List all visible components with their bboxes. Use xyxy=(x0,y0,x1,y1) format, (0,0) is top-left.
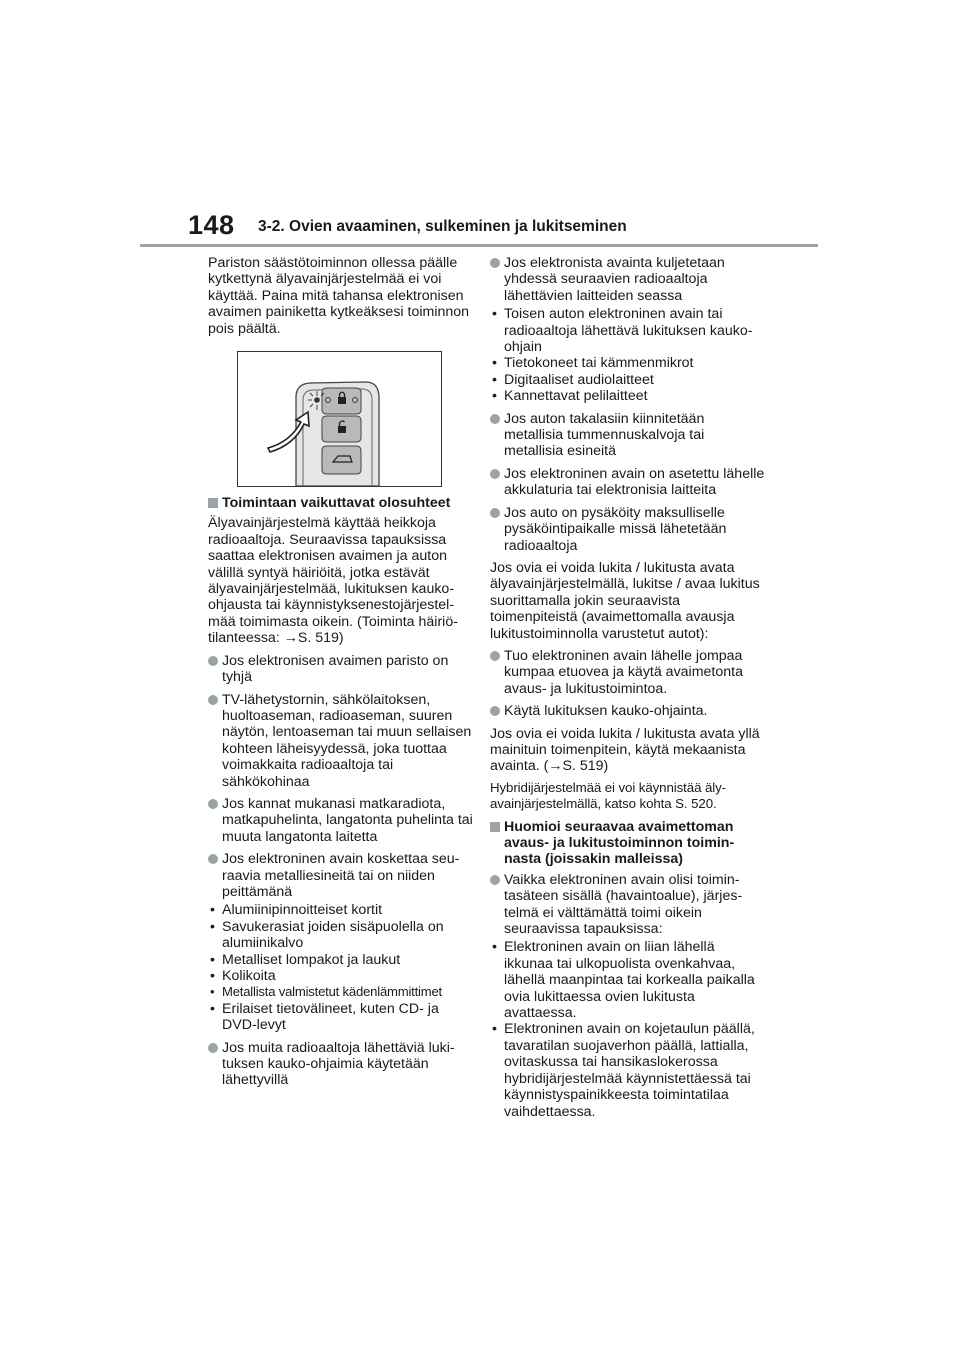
lock-failure-paragraph: Jos ovia ei voida lukita / lukitusta avata älyavainjärjestelmällä, lukitse / avaa lukitus suorittamalla jokin seuraavista toimenpiteistä (avaimettomalla avausja lukitustoiminnolla varustetut autot): xyxy=(490,559,760,642)
square-bullet-icon xyxy=(490,822,500,832)
list-item: • Erilaiset tietovälineet, kuten CD- ja DVD-levyt xyxy=(210,1000,439,1034)
round-bullet-icon xyxy=(208,656,218,666)
round-bullet-icon xyxy=(490,706,500,716)
keyless-notice-heading: Huomioi seuraavaa avaimettoman avaus- ja lukitustoiminnon toiminnasta (joissakin malleissa) xyxy=(490,819,765,868)
condition-bullet: Jos muita radioaaltoja lähettäviä lukituksen kauko-ohjaimia käytetään lähettyvillä xyxy=(208,1040,473,1089)
left-column xyxy=(208,255,473,1095)
round-bullet-icon xyxy=(490,875,500,885)
round-bullet-icon xyxy=(208,854,218,864)
round-bullet-icon xyxy=(490,258,500,268)
key-fob-illustration xyxy=(238,352,441,486)
condition-bullet: Jos elektroninen avain on asetettu lähelle akkulaturia tai elektronisia laitteita xyxy=(490,466,765,499)
round-bullet-icon xyxy=(208,799,218,809)
intro-paragraph: Pariston säästötoiminnon ollessa päälle kytkettynä älyavainjärjestelmää ei voi käyttää. Paina mitä tahansa elektronisen avaimen painiketta kytkeäksesi toiminnon pois päältä. xyxy=(208,255,470,337)
round-bullet-icon xyxy=(208,1043,218,1053)
condition-bullet: Jos auton takalasiin kiinnitetään metallisia tummennuskalvoja tai metallisia esineitä xyxy=(490,411,765,460)
hybrid-start-paragraph: Hybridijärjestelmää ei voi käynnistää älyavainjärjestelmällä, katso kohta S. 520. xyxy=(490,779,727,812)
action-bullet: Tuo elektroninen avain lähelle jompaa kumpaa etuovea ja käytä avaimetonta avaus- ja lukitustoimintoa. xyxy=(490,648,765,697)
list-item: • Metallista valmistetut kädenlämmittimet xyxy=(210,984,442,1000)
condition-bullet: Jos elektroninen avain koskettaa seuraavia metalliesineitä tai on niiden peittämänä xyxy=(208,851,473,900)
right-column xyxy=(490,255,765,1126)
square-bullet-icon xyxy=(208,498,218,508)
condition-bullet: Jos auto on pysäköity maksulliselle pysäköintipaikalle missä lähetetään radioaaltoja xyxy=(490,505,765,554)
section-title: 3-2. Ovien avaaminen, sulkeminen ja lukitseminen xyxy=(258,218,627,235)
list-item: • Kannettavat pelilaitteet xyxy=(492,388,648,405)
list-item: • Metalliset lompakot ja laukut xyxy=(210,951,401,968)
round-bullet-icon xyxy=(490,469,500,479)
key-fob-figure xyxy=(237,351,442,487)
condition-bullet: TV-lähetystornin, sähkölaitoksen, huoltoaseman, radioaseman, suuren näytön, lentoaseman tai muun sellaisen kohteen läheisyydessä, joka tuottaa voimakkaita radioaaltoja tai sähkökohinaa xyxy=(208,692,473,790)
conditions-heading: Toimintaan vaikuttavat olosuhteet xyxy=(208,495,473,511)
header-rule xyxy=(140,244,818,247)
mechanical-key-paragraph: Jos ovia ei voida lukita / lukitusta avata yllä mainituin toimenpitein, käytä mekaanista avainta. (→S. 519) xyxy=(490,725,760,775)
round-bullet-icon xyxy=(490,508,500,518)
list-item: • Toisen auton elektroninen avain tai radioaaltoja lähettävä lukituksen kauko-ohjain xyxy=(492,306,753,356)
notice-bullet: Vaikka elektroninen avain olisi toimintasäteen sisällä (havaintoalue), järjestelmä ei välttämättä toimi oikein seuraavissa tapauksissa: xyxy=(490,872,765,938)
round-bullet-icon xyxy=(490,651,500,661)
metal-items-list xyxy=(208,902,473,1033)
round-bullet-icon xyxy=(490,414,500,424)
list-item: • Alumiinipinnoitteiset kortit xyxy=(210,902,383,919)
condition-bullet: Jos elektronista avainta kuljetetaan yhdessä seuraavien radioaaltoja lähettävien laitteiden seassa xyxy=(490,255,765,304)
list-item: • Kolikoita xyxy=(210,968,276,984)
list-item: • Digitaaliset audiolaitteet xyxy=(492,371,654,388)
page-number: 148 xyxy=(188,210,235,240)
condition-bullet: Jos elektronisen avaimen paristo on tyhjä xyxy=(208,653,473,686)
list-item: • Tietokoneet tai kämmenmikrot xyxy=(492,355,694,372)
conditions-paragraph: Älyavainjärjestelmä käyttää heikkoja radioaaltoja. Seuraavissa tapauksissa saattaa elektronisen avaimen ja auton välillä syntyä häiriöitä, jotka estävät älyavainjärjestelmää, lukituksen kaukoohjausta tai käynnistyksenestojärjestelmää toimimasta oikein. (Toiminta häiriötilanteessa: →S. 519) xyxy=(208,515,458,647)
round-bullet-icon xyxy=(208,695,218,705)
list-item: • Elektroninen avain on liian lähellä ikkunaa tai ulkopuolista ovenkahvaa, lähellä maanpintaa tai korkealla paikalla ovia lukittaessa ovien lukitusta avattaessa. xyxy=(492,939,755,1022)
action-bullet: Käytä lukituksen kauko-ohjainta. xyxy=(490,703,765,719)
notice-cases-list xyxy=(490,939,765,1119)
condition-bullet: Jos kannat mukanasi matkaradiota, matkapuhelinta, langatonta puhelinta tai muuta langatonta laitetta xyxy=(208,796,473,845)
list-item: • Elektroninen avain on kojetaulun päällä, tavaratilan suojaverhon päällä, lattialla, ovitaskussa tai hansikaslokerossa hybridijärjestelmää käynnistettäessä tai käynnistyspainikkeesta toimintatilaa vaihdettaessa. xyxy=(492,1021,755,1120)
list-item: • Savukerasiat joiden sisäpuolella on alumiinikalvo xyxy=(210,918,444,952)
radio-devices-list xyxy=(490,306,765,404)
